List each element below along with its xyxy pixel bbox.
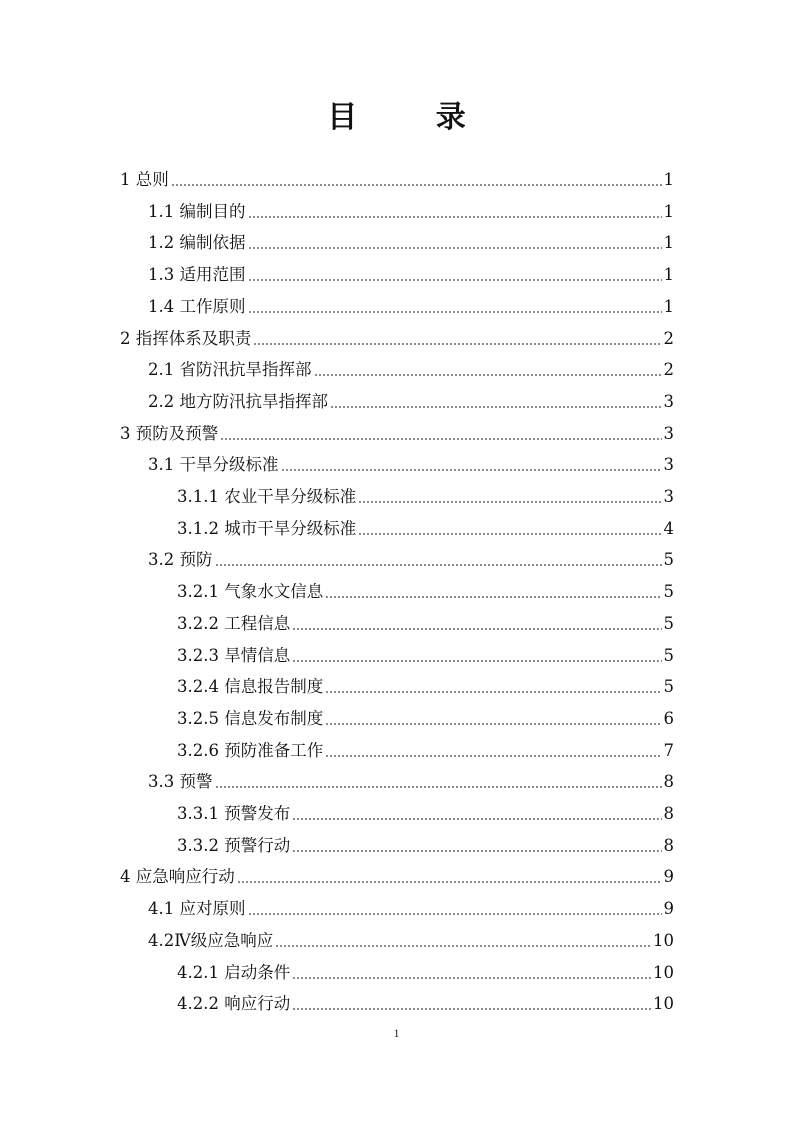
toc-entry-page: 6: [663, 708, 674, 728]
dot-leader: [292, 628, 661, 630]
page-number: 1: [393, 1026, 400, 1040]
toc-entry-page: 2: [663, 360, 674, 380]
dot-leader: [358, 501, 661, 503]
toc-entry[interactable]: [177, 642, 674, 670]
toc-entry-page: 1: [663, 265, 674, 285]
toc-entry[interactable]: [120, 420, 674, 448]
dot-leader: [171, 184, 662, 186]
toc-title: 目 录: [327, 100, 500, 135]
toc-entry-label: 3.2 预防: [148, 550, 213, 570]
dot-leader: [275, 945, 651, 947]
toc-entry-page: 9: [663, 899, 674, 919]
toc-entry[interactable]: [120, 325, 674, 353]
toc-entry-page: 1: [663, 201, 674, 221]
toc-entry-label: 4.1 应对原则: [148, 899, 246, 919]
toc-entry[interactable]: [148, 927, 674, 955]
toc-entry-page: 1: [663, 233, 674, 253]
toc-entry[interactable]: [148, 546, 674, 574]
toc-entry-label: 3.2.1 气象水文信息: [177, 582, 324, 602]
toc-entry-label: 3.2.4 信息报告制度: [177, 677, 324, 697]
dot-leader: [292, 818, 661, 820]
toc-entry-label: 4 应急响应行动: [120, 867, 235, 887]
dot-leader: [358, 533, 661, 535]
dot-leader: [248, 913, 662, 915]
toc-entry-page: 8: [663, 804, 674, 823]
toc-entry[interactable]: [148, 293, 674, 321]
toc-entry-label: 1.1 编制目的: [148, 201, 246, 221]
toc-entry[interactable]: [148, 451, 674, 479]
toc-entry-label: 1.2 编制依据: [148, 233, 246, 253]
toc-entry-page: 4: [663, 518, 674, 538]
toc-entry[interactable]: [177, 737, 674, 765]
dot-leader: [281, 469, 662, 471]
dot-leader: [248, 216, 662, 218]
toc-entry[interactable]: [177, 990, 674, 1018]
toc-entry-page: 8: [663, 772, 674, 792]
toc-entry-page: 3: [663, 423, 674, 443]
toc-entry-page: 5: [663, 582, 674, 602]
toc-entry-page: 5: [663, 550, 674, 570]
dot-leader: [325, 596, 661, 598]
toc-entry[interactable]: [177, 610, 674, 638]
toc-entry[interactable]: [177, 959, 674, 987]
dot-leader: [220, 438, 661, 440]
toc-entry-label: 4.2Ⅳ级应急响应: [148, 930, 274, 950]
dot-leader: [292, 850, 661, 852]
toc-entry-page: 10: [653, 930, 674, 950]
dot-leader: [292, 660, 661, 662]
toc-entry[interactable]: [177, 515, 674, 543]
toc-entry-page: 2: [663, 328, 674, 348]
toc-entry[interactable]: [148, 261, 674, 289]
dot-leader: [330, 406, 662, 408]
toc-entry-label: 3.3.2 预警行动: [177, 835, 291, 855]
toc-entry-page: 5: [663, 677, 674, 697]
dot-leader: [314, 374, 662, 376]
dot-leader: [215, 786, 662, 788]
toc-entry-label: 2.1 省防汛抗旱指挥部: [148, 360, 312, 380]
dot-leader: [325, 691, 661, 693]
dot-leader: [253, 343, 661, 345]
toc-entry[interactable]: [148, 198, 674, 226]
toc-entry-page: 10: [653, 962, 674, 982]
toc-entry-page: 7: [663, 740, 674, 760]
toc-entry-label: 1 总则: [120, 170, 169, 189]
toc-entry[interactable]: [177, 705, 674, 733]
toc-entry[interactable]: [120, 863, 674, 891]
toc-entry[interactable]: [120, 166, 674, 194]
toc-entry-page: 3: [663, 487, 674, 506]
dot-leader: [248, 279, 662, 281]
toc-entry-page: 3: [663, 455, 674, 475]
toc-entry[interactable]: [148, 356, 674, 384]
toc-entry[interactable]: [177, 673, 674, 701]
toc-entry-label: 1.3 适用范围: [148, 265, 246, 285]
toc-entry-page: 5: [663, 613, 674, 633]
toc-entry-label: 4.2.2 响应行动: [177, 994, 291, 1014]
toc-entry-label: 3.1.2 城市干旱分级标准: [177, 518, 357, 538]
toc-entry-label: 2 指挥体系及职责: [120, 328, 252, 348]
toc-entry-page: 3: [663, 391, 674, 411]
dot-leader: [215, 564, 662, 566]
toc-entry[interactable]: [148, 229, 674, 257]
toc-entry[interactable]: [148, 895, 674, 923]
toc-entry-label: 3.1.1 农业干旱分级标准: [177, 487, 357, 506]
toc-entry[interactable]: [177, 483, 674, 511]
toc-entry-label: 4.2.1 启动条件: [177, 962, 291, 982]
toc-entry[interactable]: [148, 768, 674, 796]
toc-entry-label: 3.2.2 工程信息: [177, 613, 291, 633]
toc-entry[interactable]: [148, 388, 674, 416]
toc-entry-label: 3.2.6 预防准备工作: [177, 740, 324, 760]
toc-entry-label: 2.2 地方防汛抗旱指挥部: [148, 391, 328, 411]
dot-leader: [292, 1008, 651, 1010]
toc-entry-page: 10: [653, 994, 674, 1014]
toc-entry-label: 3.1 干旱分级标准: [148, 455, 279, 475]
dot-leader: [325, 755, 661, 757]
toc-entry-page: 9: [663, 867, 674, 887]
toc-entry[interactable]: [177, 832, 674, 860]
dot-leader: [248, 247, 662, 249]
toc-entry-page: 1: [663, 170, 674, 189]
toc-entry-page: 1: [663, 296, 674, 316]
toc-entry-label: 3 预防及预警: [120, 423, 219, 443]
dot-leader: [325, 723, 661, 725]
toc-entry-label: 1.4 工作原则: [148, 296, 246, 316]
toc-entry-label: 3.2.5 信息发布制度: [177, 708, 324, 728]
toc-entry-page: 8: [663, 835, 674, 855]
toc-entry-label: 3.3 预警: [148, 772, 213, 792]
dot-leader: [292, 977, 651, 979]
toc-entry[interactable]: [177, 578, 674, 606]
dot-leader: [248, 311, 662, 313]
dot-leader: [237, 881, 662, 883]
toc-entry-page: 5: [663, 645, 674, 665]
toc-entry[interactable]: [177, 800, 674, 828]
toc-entry-label: 3.3.1 预警发布: [177, 804, 291, 823]
toc-entry-label: 3.2.3 旱情信息: [177, 645, 291, 665]
